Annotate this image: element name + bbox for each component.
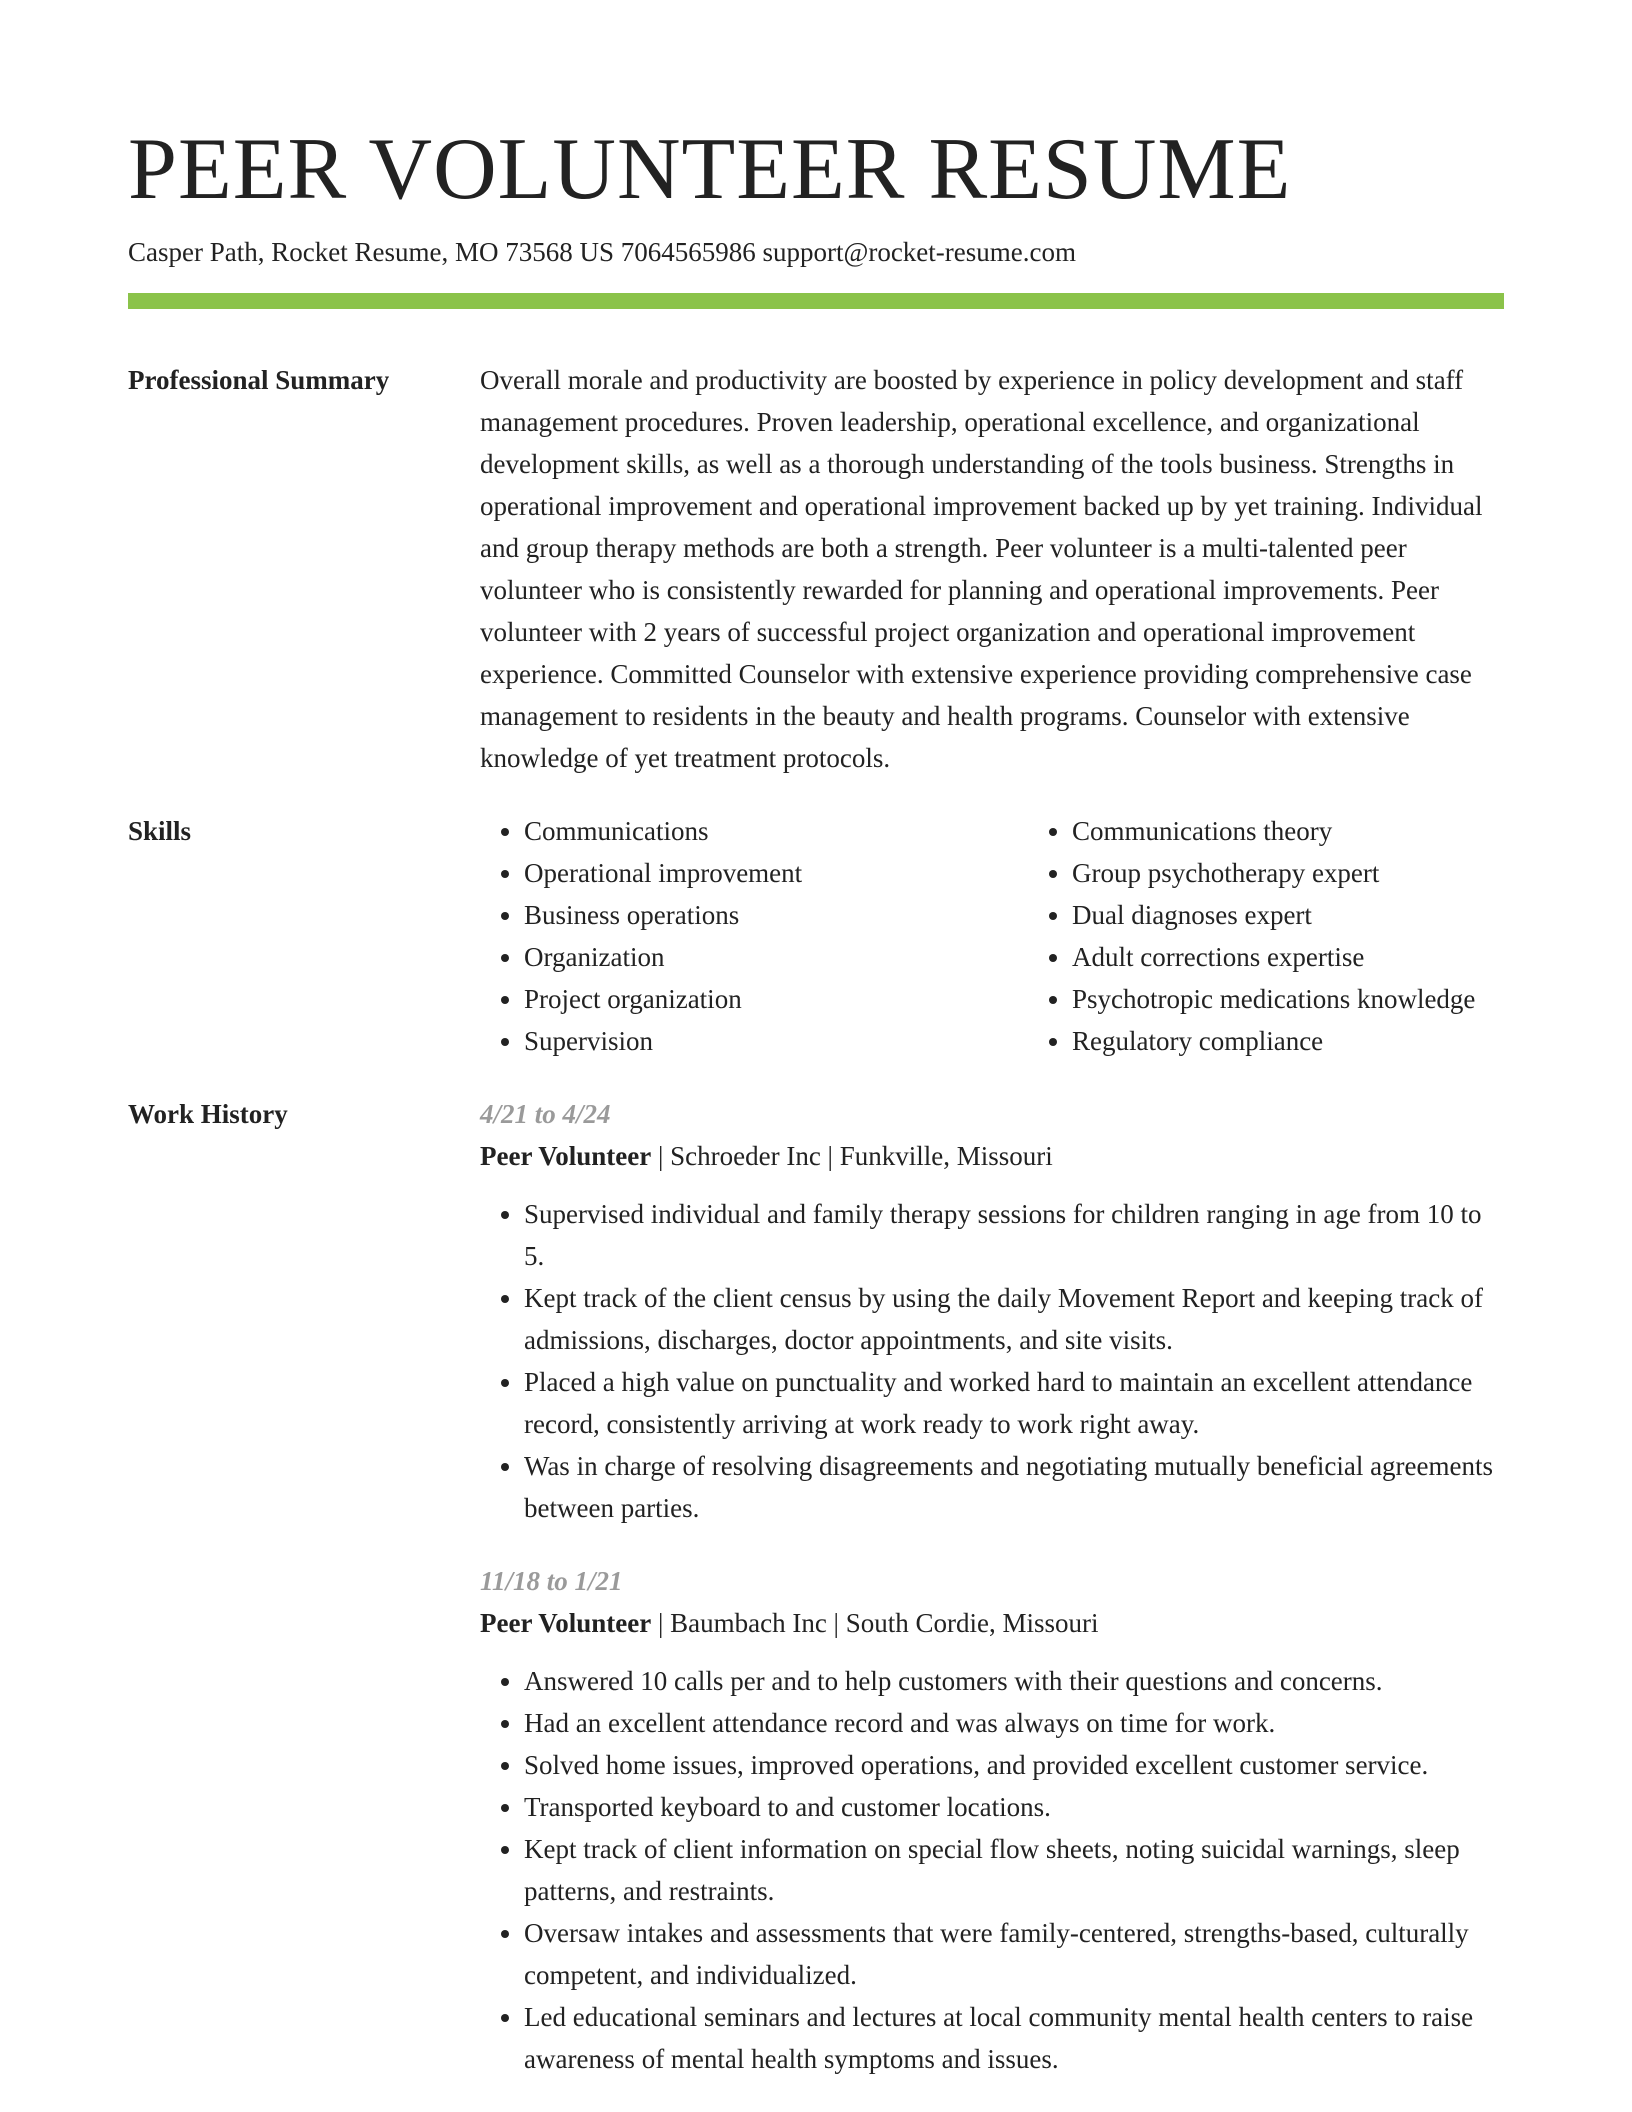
summary-text: Overall morale and productivity are boosted by experience in policy development and staff management procedures. Proven leadership, operational excellence, and organizational development skills, as well as a thorough understanding of the tools business. Strengths in operational improvement and operational improvement backed up by yet training. Individual and group therapy methods are both a strength. Peer volunteer is a multi-talented peer volunteer who is consistently rewarded for planning and operational improvements. Peer volunteer with 2 years of successful project organization and operational improvement experience. Committed Counselor with extensive experience providing comprehensive case management to residents in the beauty and health programs. Counselor with extensive knowledge of yet treatment protocols. bbox=[480, 365, 1483, 773]
skills-list-right bbox=[1028, 810, 1576, 1062]
skill-item: • Supervision bbox=[524, 1020, 1028, 1062]
skill-item: • Regulatory compliance bbox=[1072, 1020, 1576, 1062]
skills-section bbox=[128, 810, 1504, 1062]
skill-item: • Psychotropic medications knowledge bbox=[1072, 978, 1576, 1020]
job-bullet-list bbox=[480, 1193, 1504, 1529]
job-bullet: • Transported keyboard to and customer locations. bbox=[524, 1786, 1504, 1828]
accent-divider bbox=[128, 293, 1504, 309]
job-bullet: • Led educational seminars and lectures at local community mental health centers to raise awareness of mental health symptoms and issues. bbox=[524, 1996, 1504, 2080]
work-history-body bbox=[480, 1093, 1504, 2080]
skill-item: • Adult corrections expertise bbox=[1072, 936, 1576, 978]
contact-line: Casper Path, Rocket Resume, MO 73568 US 7064565986 support@rocket-resume.com bbox=[128, 237, 1076, 267]
job-details: | Schroeder Inc | Funkville, Missouri bbox=[651, 1141, 1053, 1171]
job-bullet: • Solved home issues, improved operations, and provided excellent customer service. bbox=[524, 1744, 1504, 1786]
skill-item: • Communications bbox=[524, 810, 1028, 852]
job-title: Peer Volunteer bbox=[480, 1141, 652, 1171]
job-heading bbox=[480, 1135, 1504, 1177]
job-bullet: • Answered 10 calls per and to help customers with their questions and concerns. bbox=[524, 1660, 1504, 1702]
resume-title: PEER VOLUNTEER RESUME bbox=[128, 121, 1292, 218]
job-date: 11/18 to 1/21 bbox=[480, 1566, 623, 1596]
skill-item: • Business operations bbox=[524, 894, 1028, 936]
skills-list-left bbox=[480, 810, 1028, 1062]
job-entry bbox=[480, 1560, 1504, 2080]
job-details: | Baumbach Inc | South Cordie, Missouri bbox=[651, 1608, 1099, 1638]
skills-grid bbox=[480, 810, 1576, 1062]
skill-item: • Communications theory bbox=[1072, 810, 1576, 852]
job-title: Peer Volunteer bbox=[480, 1608, 652, 1638]
work-history-section bbox=[128, 1093, 1504, 2080]
job-bullet: • Placed a high value on punctuality and worked hard to maintain an excellent attendance record, consistently arriving at work ready to work right away. bbox=[524, 1361, 1504, 1445]
section-label-work-history: Work History bbox=[128, 1099, 288, 1129]
section-label-skills: Skills bbox=[128, 816, 192, 846]
skill-item: • Organization bbox=[524, 936, 1028, 978]
job-bullet: • Kept track of client information on special flow sheets, noting suicidal warnings, sleep patterns, and restraints. bbox=[524, 1828, 1504, 1912]
job-bullet: • Oversaw intakes and assessments that were family-centered, strengths-based, culturally competent, and individualized. bbox=[524, 1912, 1504, 1996]
section-label-summary: Professional Summary bbox=[128, 365, 390, 395]
skill-item: • Dual diagnoses expert bbox=[1072, 894, 1576, 936]
job-date: 4/21 to 4/24 bbox=[480, 1099, 611, 1129]
job-bullet: • Was in charge of resolving disagreements and negotiating mutually beneficial agreements between parties. bbox=[524, 1445, 1504, 1529]
professional-summary-section bbox=[128, 359, 1504, 779]
skill-item: • Project organization bbox=[524, 978, 1028, 1020]
job-bullet: • Kept track of the client census by using the daily Movement Report and keeping track of admissions, discharges, doctor appointments, and site visits. bbox=[524, 1277, 1504, 1361]
job-heading bbox=[480, 1602, 1504, 1644]
job-entry bbox=[480, 1093, 1504, 1529]
job-bullet: • Had an excellent attendance record and was always on time for work. bbox=[524, 1702, 1504, 1744]
skill-item: • Operational improvement bbox=[524, 852, 1028, 894]
job-bullet: • Supervised individual and family therapy sessions for children ranging in age from 10 to 5. bbox=[524, 1193, 1504, 1277]
job-bullet-list bbox=[480, 1660, 1504, 2080]
skill-item: • Group psychotherapy expert bbox=[1072, 852, 1576, 894]
